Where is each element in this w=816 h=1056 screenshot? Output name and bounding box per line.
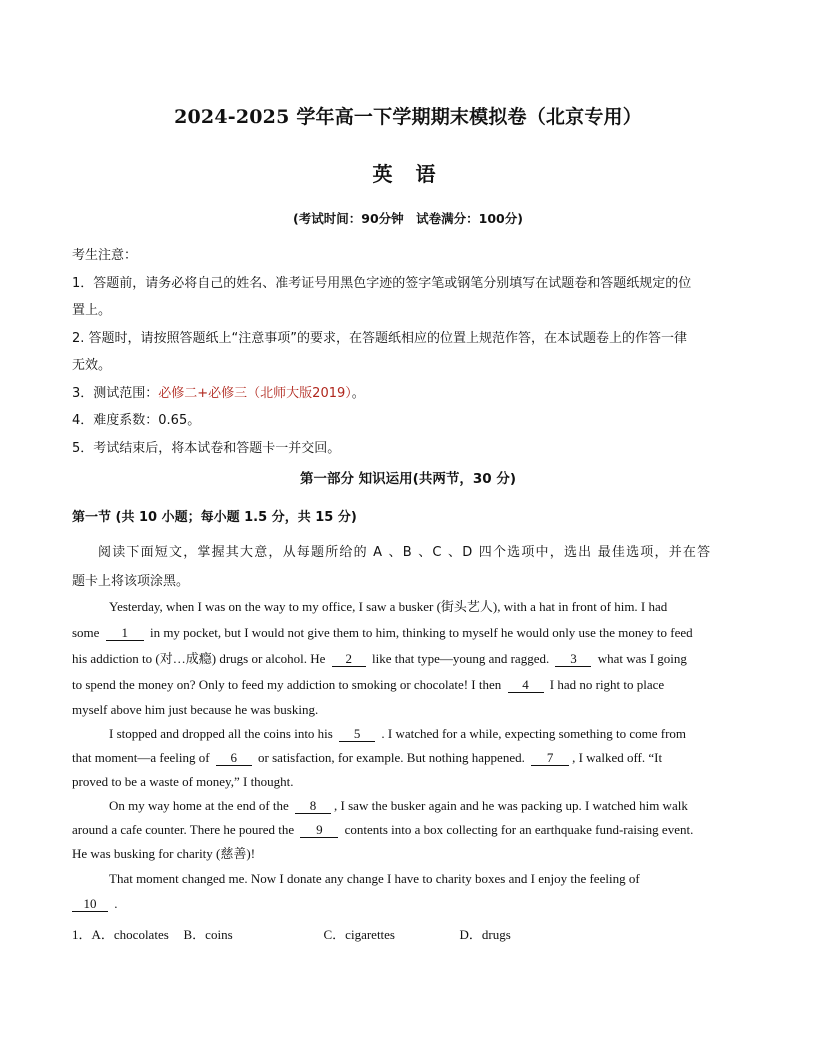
note-item-2-line-1: 2. 答题时，请按照答题纸上“注意事项”的要求，在答题纸相应的位置上规范作答，在本试题卷上的作答一律: [72, 330, 688, 346]
passage-line: myself above him just because he was busking.: [72, 702, 319, 717]
passage-line: [72, 746, 744, 770]
cloze-passage: [72, 594, 744, 916]
passage-line: He was busking for charity (慈善)!: [72, 846, 256, 861]
test-range: 必修二+必修三（北师大版2019）: [158, 385, 352, 401]
note-item-5: 5．考试结束后，将本试卷和答题卡一并交回。: [72, 440, 341, 456]
passage-line: [72, 722, 744, 746]
answer-blank-1: 1: [106, 626, 144, 641]
passage-text: his addiction to (对…成瘾) drugs or alcohol. He: [72, 651, 326, 666]
note-item-4: 4．难度系数：0.65。: [72, 413, 201, 428]
note-item-3: [72, 380, 748, 408]
option-b: B．coins: [183, 927, 233, 942]
passage-line: [72, 672, 744, 698]
passage-line: [72, 818, 744, 842]
passage-text: or satisfaction, for example. But nothing happened.: [258, 750, 525, 765]
note-item-1-line-2: 置上。: [72, 303, 112, 318]
answer-blank-7: 7: [531, 751, 569, 766]
passage-line: [72, 646, 744, 672]
answer-blank-9: 9: [300, 823, 338, 838]
answer-blank-3: 3: [555, 652, 591, 667]
note-item-3-suffix: 。: [351, 385, 365, 401]
instruction-line-2: 题卡上将该项涂黑。: [72, 574, 190, 589]
passage-line: Yesterday, when I was on the way to my office, I saw a busker (街头艺人), with a hat in front of him. I had: [109, 599, 668, 614]
option-a: A．chocolates: [91, 927, 169, 942]
note-item-1-line-1: 1．答题前，请务必将自己的姓名、准考证号用黑色字迹的签字笔或钢笔分别填写在试题卷和答题纸规定的位: [72, 275, 692, 291]
passage-text: what was I going: [597, 651, 687, 666]
passage-text: in my pocket, but I would not give them to him, thinking to myself he would only use the money to feed: [149, 625, 693, 640]
answer-blank-8: 8: [295, 799, 331, 814]
passage-text: I had no right to place: [549, 677, 665, 692]
option-d: D．drugs: [459, 927, 511, 942]
exam-notes: [72, 242, 748, 462]
exam-info: (考试时间：90分钟 试卷满分：100分): [293, 211, 523, 226]
passage-line: That moment changed me. Now I donate any change I have to charity boxes and I enjoy the feeling of: [109, 871, 640, 886]
passage-text: contents into a box collecting for an earthquake fund-raising event.: [344, 822, 694, 837]
instruction: [72, 538, 748, 596]
passage-text: that moment—a feeling of: [72, 750, 210, 765]
passage-line: proved to be a waste of money,” I thought.: [72, 774, 294, 789]
passage-text: On my way home at the end of the: [109, 798, 289, 813]
question-1-options: [72, 924, 511, 943]
note-item-2-line-2: 无效。: [72, 358, 112, 373]
option-c: C．cigarettes: [323, 927, 395, 942]
passage-line: [72, 794, 744, 818]
passage-text: , I saw the busker again and he was packing up. I watched him walk: [334, 798, 688, 813]
passage-text: I stopped and dropped all the coins into his: [109, 726, 333, 741]
section-heading: 第一节 (共 10 小题；每小题 1.5 分，共 15 分): [72, 510, 357, 525]
notes-heading: 考生注意：: [72, 248, 138, 263]
question-number: 1．: [72, 927, 92, 942]
passage-line: [72, 892, 744, 916]
passage-text: like that type—young and ragged.: [371, 651, 550, 666]
page-title: 2024-2025 学年高一下学期期末模拟卷（北京专用）: [174, 106, 642, 128]
answer-blank-6: 6: [216, 751, 252, 766]
answer-blank-4: 4: [508, 678, 544, 693]
passage-text: .: [114, 896, 118, 911]
passage-text: . I watched for a while, expecting something to come from: [381, 726, 687, 741]
passage-text: some: [72, 625, 100, 640]
passage-text: , I walked off. “It: [572, 750, 663, 765]
passage-line: [72, 620, 744, 646]
answer-blank-2: 2: [332, 652, 366, 667]
passage-text: to spend the money on? Only to feed my addiction to smoking or chocolate! I then: [72, 677, 502, 692]
passage-text: around a cafe counter. There he poured the: [72, 822, 295, 837]
subject-title: 英 语: [372, 162, 444, 186]
instruction-line-1: 阅读下面短文，掌握其大意，从每题所给的 A 、B 、C 、D 四个选项中，选出 最佳选项，并在答: [98, 545, 712, 560]
note-item-3-prefix: 3．测试范围：: [72, 385, 159, 401]
answer-blank-10: 10: [72, 897, 108, 912]
answer-blank-5: 5: [339, 727, 375, 742]
part-heading: 第一部分 知识运用(共两节，30 分): [299, 471, 517, 487]
